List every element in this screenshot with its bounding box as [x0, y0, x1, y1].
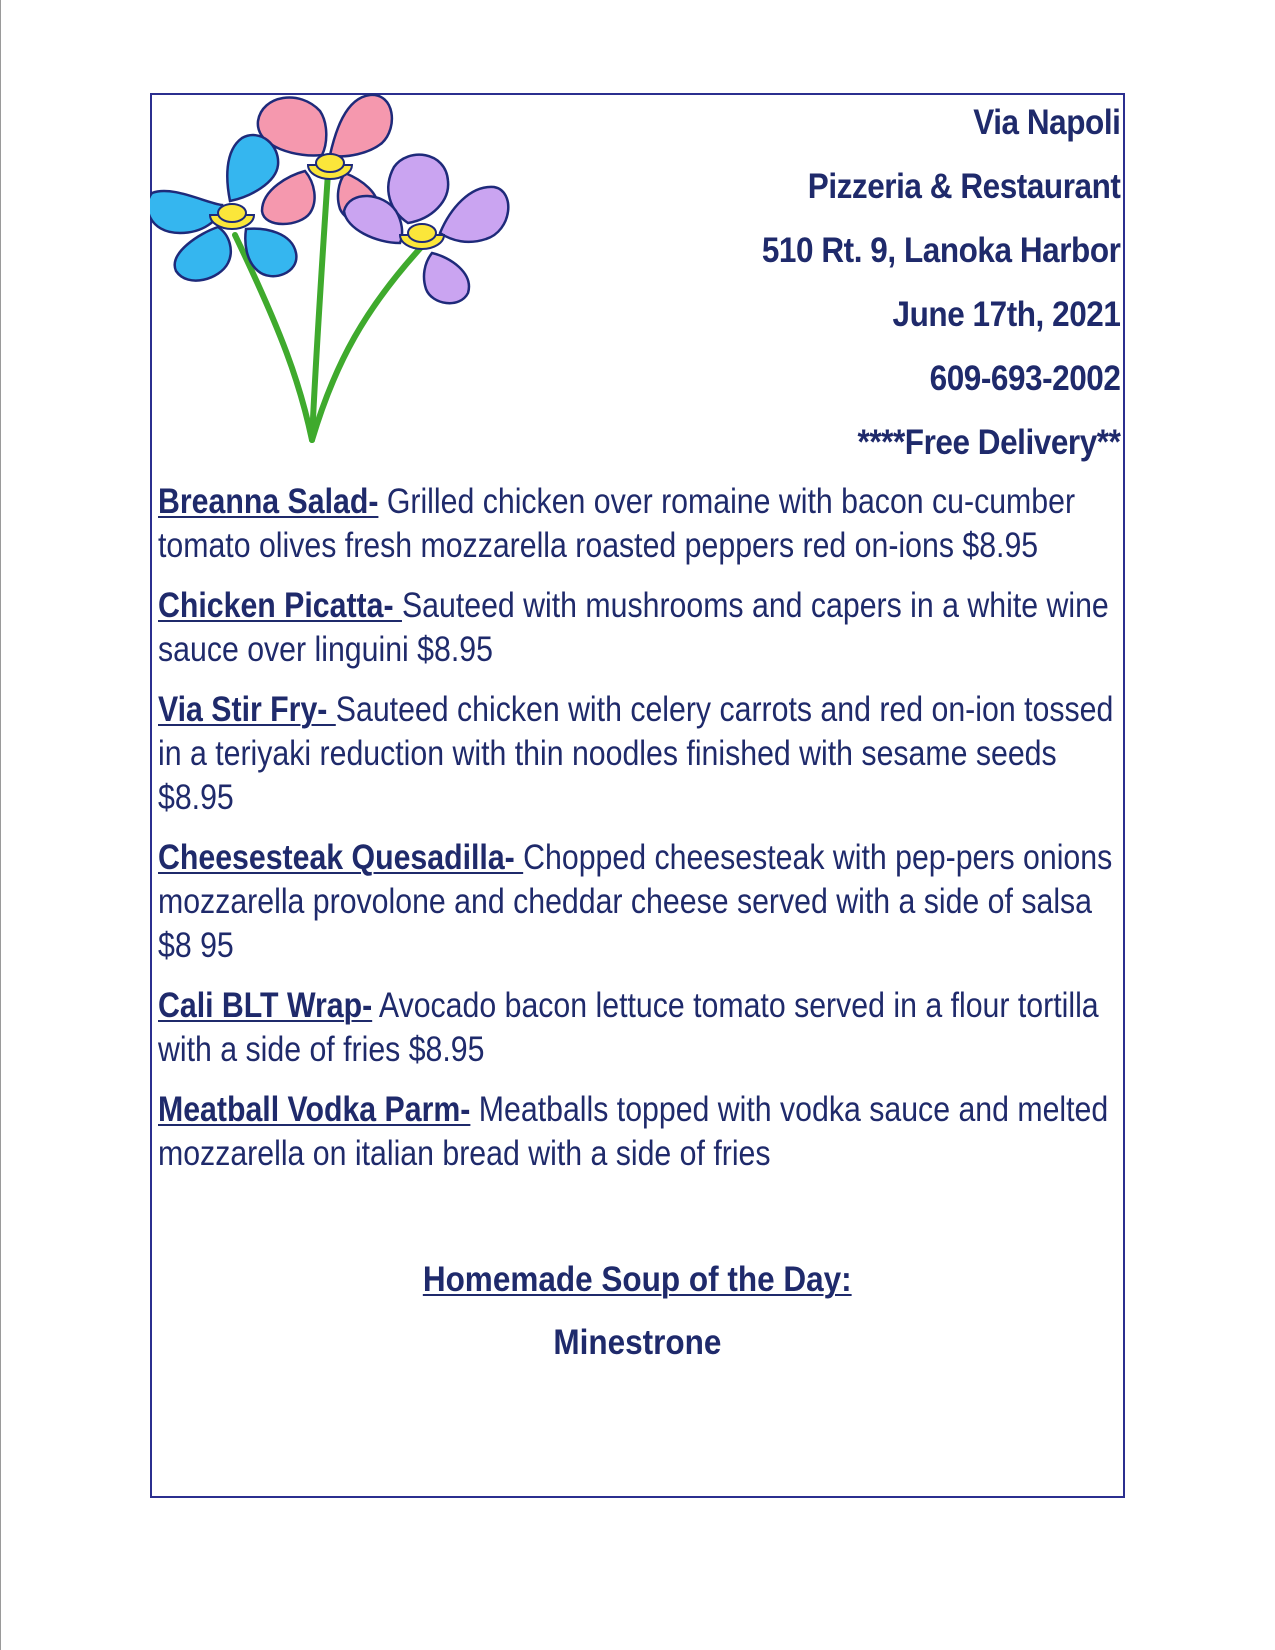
menu-item-name: Cali BLT Wrap-	[158, 986, 373, 1025]
menu-items-list	[158, 480, 1118, 1192]
menu-item	[158, 480, 1118, 568]
menu-item-name: Meatball Vodka Parm-	[158, 1090, 471, 1129]
restaurant-header	[761, 97, 1120, 481]
menu-item-name: Via Stir Fry-	[158, 690, 336, 729]
menu-item-name: Cheesesteak Quesadilla-	[158, 838, 524, 877]
menu-item-description: Meatballs topped with vodka sauce and melted mozzarella on italian bread with a side of fries	[158, 1090, 1109, 1173]
phone-number: 609-693-2002	[929, 359, 1120, 398]
flower-bouquet-icon	[150, 93, 530, 473]
menu-item-description: Chopped cheesesteak with pep-pers onions mozzarella provolone and cheddar cheese served with a side of salsa $8 95	[158, 838, 1113, 965]
menu-date: June 17th, 2021	[892, 295, 1120, 334]
menu-item-description: Grilled chicken over romaine with bacon cu-cumber tomato olives fresh mozzarella roasted peppers red on-ions $8.95	[158, 482, 1076, 565]
restaurant-type: Pizzeria & Restaurant	[807, 167, 1120, 206]
menu-item-name: Breanna Salad-	[158, 482, 379, 521]
soup-name: Minestrone	[553, 1323, 722, 1362]
soup-title: Homemade Soup of the Day:	[423, 1260, 852, 1299]
menu-item	[158, 984, 1118, 1072]
menu-item-description: Avocado bacon lettuce tomato served in a flour tortilla with a side of fries $8.95	[158, 986, 1099, 1069]
delivery-note: ****Free Delivery**	[857, 423, 1120, 462]
restaurant-name: Via Napoli	[972, 103, 1120, 142]
restaurant-address: 510 Rt. 9, Lanoka Harbor	[761, 231, 1120, 270]
menu-item	[158, 836, 1118, 968]
menu-item	[158, 688, 1118, 820]
menu-item	[158, 1088, 1118, 1176]
page-edge-line	[0, 0, 1, 1650]
menu-item	[158, 584, 1118, 672]
soup-of-the-day	[150, 1258, 1125, 1365]
menu-item-name: Chicken Picatta-	[158, 586, 402, 625]
menu-item-description: Sauteed with mushrooms and capers in a white wine sauce over linguini $8.95	[158, 586, 1109, 669]
menu-item-description: Sauteed chicken with celery carrots and red on-ion tossed in a teriyaki reduction with thin noodles finished with sesame seeds $8.95	[158, 690, 1114, 817]
